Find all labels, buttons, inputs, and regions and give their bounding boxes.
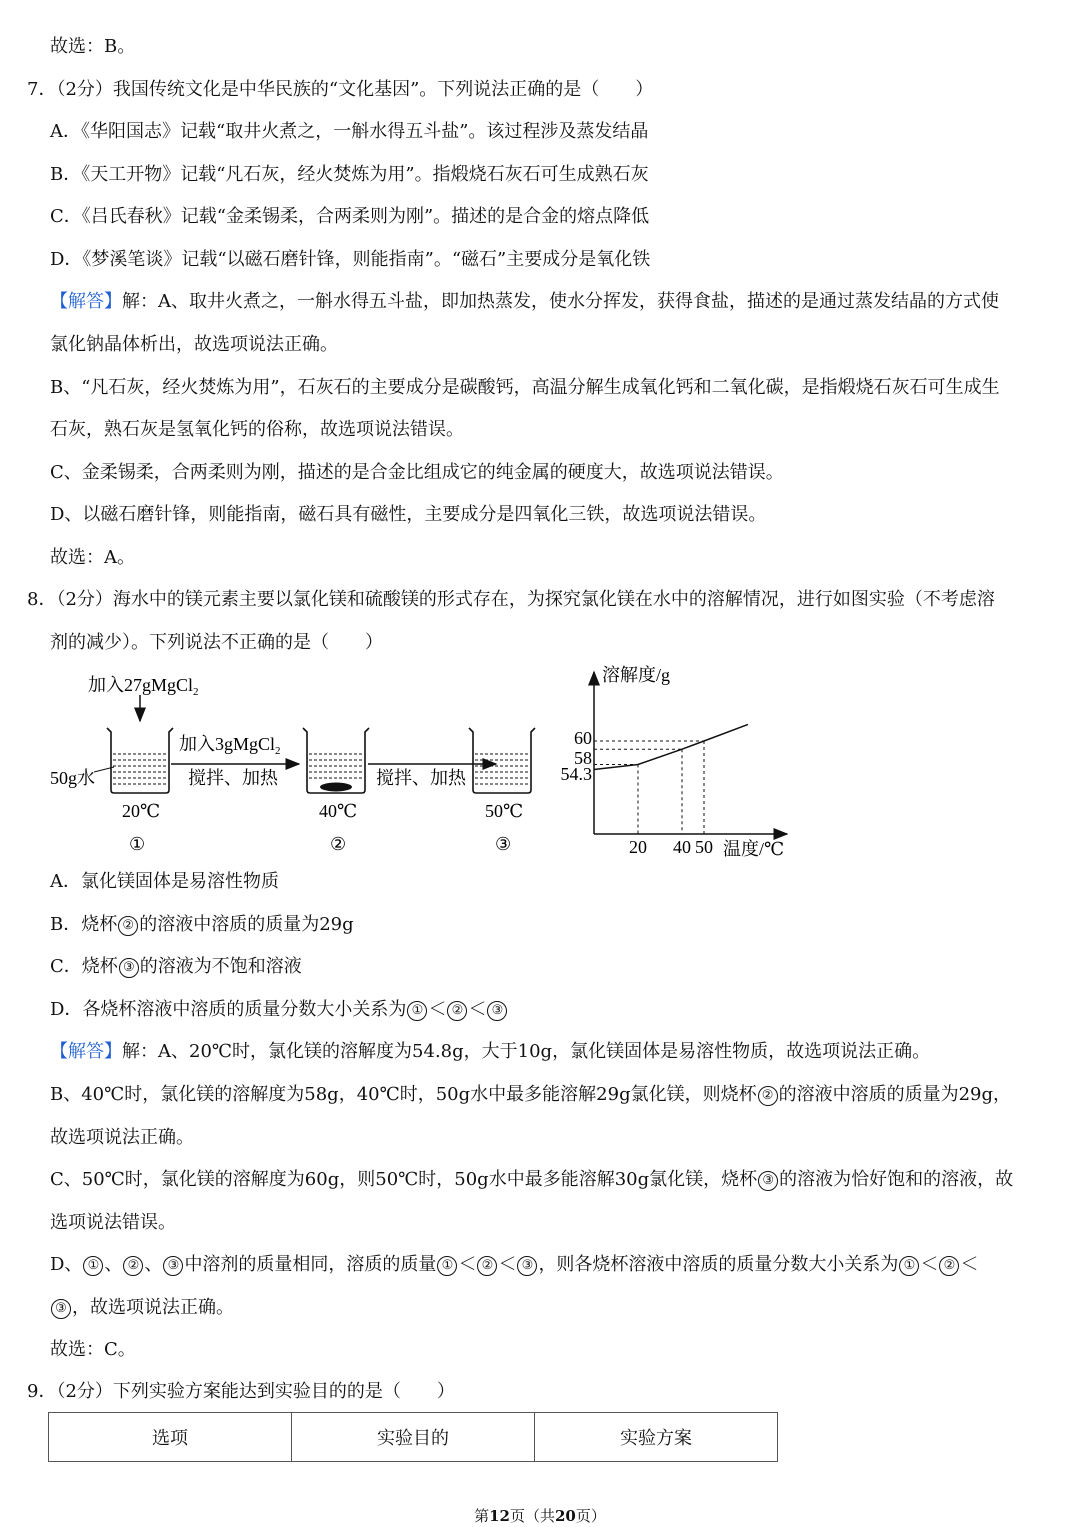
table-header-plan: 实验方案 (535, 1413, 778, 1462)
previous-answer: 故选：B。 (50, 36, 136, 57)
y-tick-label-2: 60 (574, 728, 592, 748)
solubility-chart (561, 665, 788, 859)
x-tick-label-2: 50 (695, 837, 713, 857)
total-pages: 20 (555, 1507, 576, 1525)
x-tick-label-0: 20 (629, 837, 647, 857)
q7-solution-line-4: 石灰，熟石灰是氢氧化钙的俗称，故选项说法错误。 (50, 419, 464, 440)
water-label: 50g水 (50, 768, 95, 788)
question-8-stem-line-1: 8．（2分）海水中的镁元素主要以氯化镁和硫酸镁的形式存在，为探究氯化镁在水中的溶解情况，进行如图实验（不考虑溶 (27, 589, 995, 610)
q7-answer: 故选：A。 (50, 547, 135, 568)
solution-tag: 【解答】 (50, 1041, 122, 1062)
beaker-2-temp: 40℃ (319, 801, 358, 821)
undissolved-solid (320, 783, 352, 792)
add-first-label: 加入27gMgCl$_2$ (88, 675, 199, 698)
question-7-stem: 7．（2分）我国传统文化是中华民族的“文化基因”。下列说法正确的是（ ） (27, 79, 654, 100)
q8-solution-b-line-1: B、40℃时，氯化镁的溶解度为58g，40℃时，50g水中最多能溶解29g氯化镁，则烧杯 ② 的溶液中溶质的质量为29g， (50, 1084, 1012, 1105)
q7-solution-line-5: C、金柔锡柔，合两柔则为刚，描述的是合金比组成它的纯金属的硬度大，故选项说法错误。 (50, 462, 784, 483)
q8-solution-b-line-2: 故选项说法正确。 (50, 1127, 194, 1148)
beaker-1 (107, 728, 173, 793)
y-tick-label-0: 54.3 (560, 764, 592, 784)
beaker-3-temp: 50℃ (485, 801, 524, 821)
experiment-figure (44, 664, 804, 864)
x-axis-label: 温度/℃ (723, 839, 785, 859)
beaker-3-label: ③ (495, 834, 512, 854)
q8-solution-a: 【解答】解：A、20℃时，氯化镁的溶解度为54.8g，大于10g，氯化镁固体是易溶性物质，故选项说法正确。 (50, 1041, 931, 1062)
q8-option-a: A．氯化镁固体是易溶性物质 (50, 871, 279, 892)
q8-option-d: D．各烧杯溶液中溶质的质量分数大小关系为 ① ＜ ② ＜ ③ (50, 998, 508, 1022)
q8-option-b: B．烧杯 ② 的溶液中溶质的质量为29g (50, 914, 354, 935)
stir-heat-label-1: 搅拌、加热 (188, 768, 278, 788)
page-footer: 第12页（共20页） (474, 1507, 606, 1525)
beaker-3 (469, 728, 535, 793)
experiment-table (48, 1412, 778, 1462)
solution-tag: 【解答】 (50, 291, 122, 312)
q7-solution-line-2: 氯化钠晶体析出，故选项说法正确。 (50, 334, 338, 355)
beaker-2-label: ② (330, 834, 347, 854)
table-header-purpose: 实验目的 (292, 1413, 535, 1462)
q7-option-c: C．《吕氏春秋》记载“金柔锡柔，合两柔则为刚”。描述的是合金的熔点降低 (50, 206, 650, 227)
y-axis-label: 溶解度/g (602, 665, 671, 685)
stir-heat-label-2: 搅拌、加热 (376, 768, 466, 788)
solubility-curve (594, 724, 748, 769)
table-header-row (49, 1413, 778, 1462)
beaker-1-label: ① (129, 834, 146, 854)
beaker-1-temp: 20℃ (122, 801, 161, 821)
q8-solution-c-line-2: 选项说法错误。 (50, 1212, 176, 1233)
beaker-2 (303, 728, 369, 793)
q8-solution-d-line-2: ③ ，故选项说法正确。 (50, 1296, 234, 1320)
question-8-stem-line-2: 剂的减少）。下列说法不正确的是（ ） (50, 632, 383, 653)
table-header-option: 选项 (49, 1413, 292, 1462)
q8-answer: 故选：C。 (50, 1339, 136, 1360)
q7-option-a: A．《华阳国志》记载“取井火煮之，一斛水得五斗盐”。该过程涉及蒸发结晶 (50, 121, 649, 142)
q8-solution-c-line-1: C、50℃时，氯化镁的溶解度为60g，则50℃时，50g水中最多能溶解30g氯化镁，烧杯 ③ 的溶液为恰好饱和的溶液，故 (50, 1169, 1014, 1190)
q7-solution-line-1: 【解答】解：A、取井火煮之，一斛水得五斗盐，即加热蒸发，使水分挥发，获得食盐，描述的是通过蒸发结晶的方式使 (50, 291, 999, 312)
q7-solution-line-6: D、以磁石磨针锋，则能指南，磁石具有磁性，主要成分是四氧化三铁，故选项说法错误。 (50, 504, 767, 525)
x-tick-label-1: 40 (673, 837, 691, 857)
y-tick-label-1: 58 (574, 748, 592, 768)
question-9-stem: 9．（2分）下列实验方案能达到实验目的的是（ ） (27, 1381, 455, 1402)
add-second-label: 加入3gMgCl$_2$ (179, 734, 281, 757)
q7-solution-line-3: B、“凡石灰，经火焚炼为用”，石灰石的主要成分是碳酸钙，高温分解生成氧化钙和二氧化碳，是指煅烧石灰石可生成生 (50, 377, 1000, 398)
current-page: 12 (489, 1507, 510, 1525)
q7-option-b: B．《天工开物》记载“凡石灰，经火焚炼为用”。指煅烧石灰石可生成熟石灰 (50, 164, 649, 185)
q8-solution-d-line-1: D、 ① 、 ② 、 ③ 中溶剂的质量相同，溶质的质量 ① ＜ ② ＜ ③ ，则各烧杯溶液中溶质的质量分数大小关系为 ① ＜ ② ＜ (50, 1254, 979, 1275)
q8-option-c: C．烧杯 ③ 的溶液为不饱和溶液 (50, 956, 302, 977)
q7-option-d: D．《梦溪笔谈》记载“以磁石磨针锋，则能指南”。“磁石”主要成分是氧化铁 (50, 249, 651, 270)
